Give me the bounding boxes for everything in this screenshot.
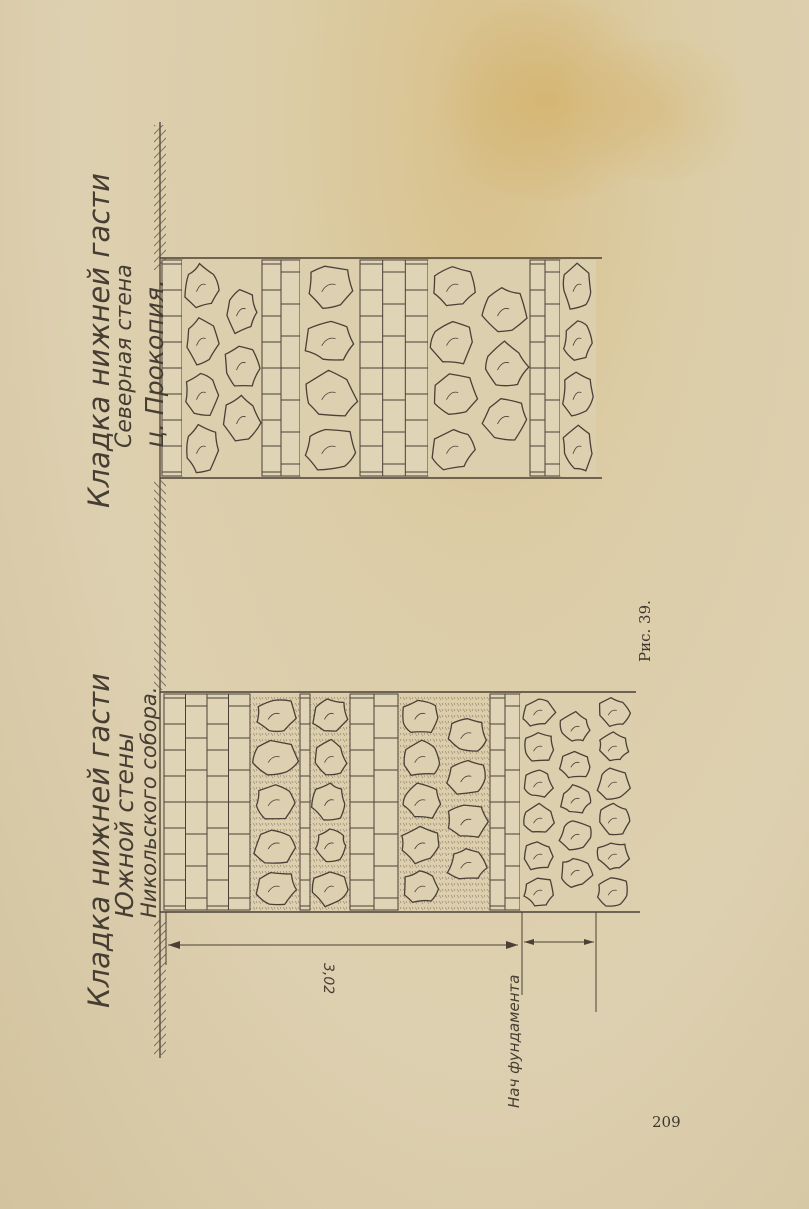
lower-drawing-title: Кладка нижней гасти <box>82 673 116 1008</box>
stone <box>403 700 438 732</box>
stone <box>525 733 554 761</box>
lower-drawing-line2: Южной стены <box>110 732 139 918</box>
lower-drawing-line3: Никольского собора. <box>137 686 161 918</box>
upper-drawing-line3: ц. Прокопия. <box>140 279 169 448</box>
foundation-label: Нач фундамента <box>505 974 523 1108</box>
stone <box>598 878 628 906</box>
stone <box>305 430 355 470</box>
page-number: 209 <box>652 1113 681 1131</box>
upper-wall-masonry <box>160 258 602 478</box>
figure-caption: Рис. 39. <box>636 600 654 662</box>
dimension-line <box>166 912 596 1012</box>
upper-drawing-title: Кладка нижней гасти <box>82 173 116 508</box>
stone <box>254 830 296 863</box>
dimension-label: 3,02 <box>320 963 336 995</box>
upper-drawing-line2: Северная стена <box>112 264 137 448</box>
lower-wall-masonry <box>160 692 640 912</box>
